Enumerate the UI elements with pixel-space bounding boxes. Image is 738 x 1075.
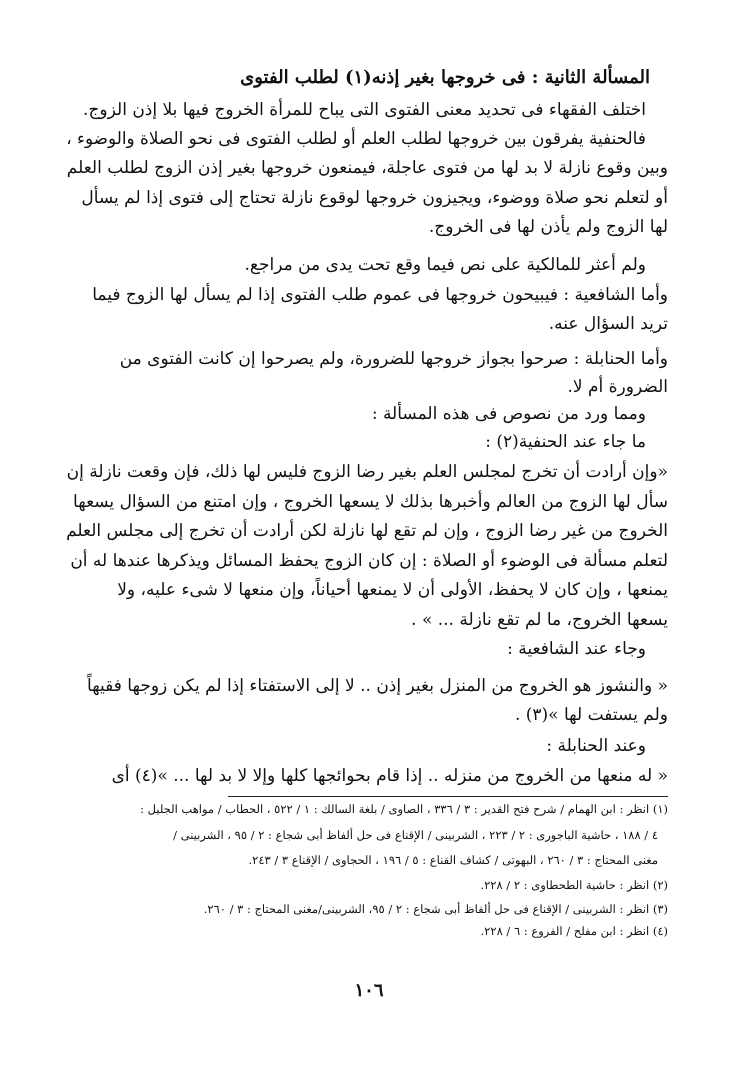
page-number: ١٠٦	[354, 980, 384, 1001]
footnote-line: مغنى المحتاج : ٣ / ٢٦٠ ، البهوتى / كشاف القناع : ٥ / ١٩٦ ، الحجاوى / الإقناع ٣ / ٢٤٣.	[248, 853, 658, 867]
quote-line: يمنعها ، وإن كان لا يحفظ، الأولى أن لا يمنعها أحياناً، وإن منعها لا شىء عليه، ولا	[117, 580, 668, 600]
paragraph-line: وجاء عند الشافعية :	[507, 639, 646, 659]
quote-line: « والنشوز هو الخروج من المنزل بغير إذن .. لا إلى الاستفتاء إذا لم يكن زوجها فقيهاً	[87, 676, 668, 696]
quote-line: يسعها الخروج، ما لم تقع نازلة ... » .	[411, 610, 668, 630]
quote-line: ولم يستفت لها »(٣) .	[514, 705, 668, 725]
footnote-line: (٢) انظر : حاشية الطحطاوى : ٢ / ٢٢٨.	[480, 878, 668, 892]
footnote-line: ٤ / ١٨٨ ، حاشية الباجورى : ٢ / ٢٢٣ ، الشربينى / الإقناع فى حل ألفاظ أبى شجاع : ٢ / ٩٥ ، الشربينى /	[173, 828, 658, 842]
paragraph-line: أو لتعلم نحو صلاة ووضوء، ويجيزون خروجها لوقوع نازلة تحتاج إلى فتوى إذا لم يسأل	[81, 188, 668, 208]
paragraph-line: ومما ورد من نصوص فى هذه المسألة :	[371, 404, 646, 424]
paragraph-line: وأما الشافعية : فيبيحون خروجها فى عموم طلب الفتوى إذا لم يسأل لها الزوج فيما	[92, 285, 668, 305]
section-heading: المسألة الثانية : فى خروجها بغير إذنه(١) لطلب الفتوى	[240, 67, 650, 88]
paragraph-line: وبين وقوع نازلة لا بد لها من فتوى عاجلة، فيمنعون خروجها بغير إذن الزوج لطلب العلم	[66, 158, 668, 178]
quote-line: «وإن أرادت أن تخرج لمجلس العلم بغير رضا الزوج فليس لها ذلك، فإن وقعت نازلة إن	[66, 462, 668, 482]
quote-line: سأل لها الزوج من العالم وأخبرها بذلك لا يسعها الخروج ، وإن امتنع من السؤال يسعها	[73, 492, 668, 512]
quote-line: الخروج من غير رضا الزوج ، وإن لم تقع لها نازلة لكن أرادت أن تخرج إلى مجلس العلم	[66, 521, 668, 541]
footnote-line: (١) انظر : ابن الهمام / شرح فتح القدير : ٣ / ٣٣٦ ، الصاوى / بلغة السالك : ١ / ٥٢٢ ، الحطاب / مواهب الجليل :	[140, 802, 668, 816]
paragraph-line: الضرورة أم لا.	[567, 377, 668, 397]
footnote-line: (٣) انظر : الشربينى / الإقناع فى حل ألفاظ أبى شجاع : ٢ / ٩٥، الشربينى/مغنى المحتاج : ٣ / ٢٦٠.	[203, 902, 668, 916]
paragraph-line: ولم أعثر للمالكية على نص فيما وقع تحت يدى من مراجع.	[244, 255, 646, 275]
paragraph-line: وعند الحنابلة :	[546, 736, 646, 756]
paragraph-line: اختلف الفقهاء فى تحديد معنى الفتوى التى يباح للمرأة الخروج فيها بلا إذن الزوج.	[83, 100, 646, 120]
paragraph-line: لها الزوج ولم يأذن لها فى الخروج.	[428, 217, 668, 237]
quote-line: لتعلم مسألة فى الوضوء أو الصلاة : إن كان الزوج يحفظ المسائل ويذكرها عندها له أن	[70, 551, 668, 571]
paragraph-line: ما جاء عند الحنفية(٢) :	[485, 432, 646, 452]
paragraph-line: تريد السؤال عنه.	[548, 314, 668, 334]
paragraph-line: وأما الحنابلة : صرحوا بجواز خروجها للضرورة، ولم يصرحوا إن كانت الفتوى من	[119, 349, 668, 369]
footnote-line: (٤) انظر : ابن مفلح / الفروع : ٦ / ٢٢٨.	[480, 924, 668, 938]
footnote-divider	[228, 796, 668, 797]
quote-line: « له منعها من الخروج من منزله .. إذا قام بحوائجها كلها وإلا لا بد لها ... »(٤) أى	[111, 766, 668, 786]
paragraph-line: فالحنفية يفرقون بين خروجها لطلب العلم أو لطلب الفتوى فى نحو الصلاة والوضوء ،	[66, 129, 646, 149]
